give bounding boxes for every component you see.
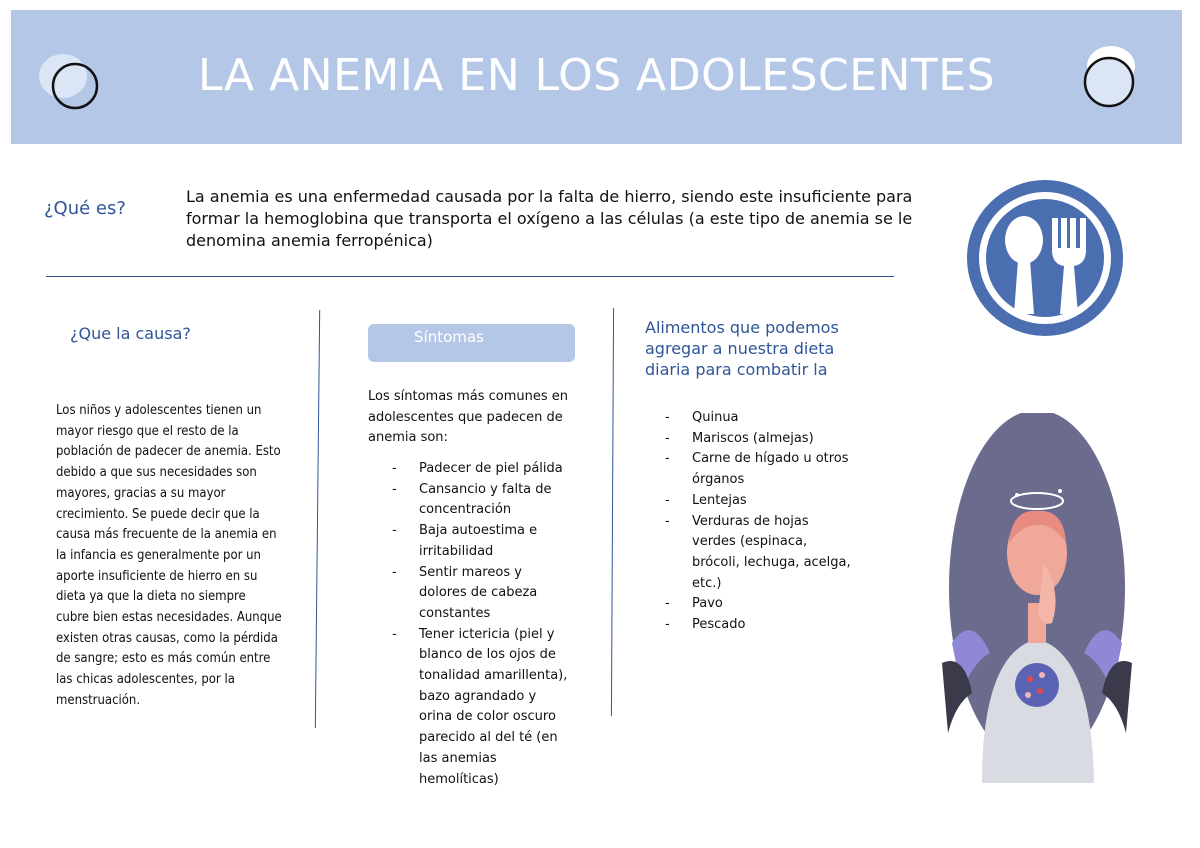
list-item: - Padecer de piel pálida [392, 459, 572, 480]
sintomas-heading-pill [368, 324, 575, 362]
list-item: - Baja autoestima e irritabilidad [392, 521, 572, 562]
causa-text: Los niños y adolescentes tienen un mayor riesgo que el resto de la población de padecer de anemia. Esto debido a que sus necesidades son mayores, gracias a su mayor crecimiento. Se puede decir que la causa más frecuente de la anemia en la infancia es generalmente por un aporte insuficiente de hierro en su dieta ya que la dieta no siempre cubre bien estas necesidades. Aunque existen otras causas, como la pérdida de sangre; esto es más común entre las chicas adolescentes, por la menstruación. [56, 403, 282, 708]
sintomas-intro: Los síntomas más comunes en adolescentes que padecen de anemia son: [368, 389, 569, 446]
list-item: - Quinua [665, 408, 855, 429]
dizzy-person-illustration [942, 413, 1132, 783]
list-item: - Sentir mareos y dolores de cabeza constantes [392, 563, 572, 625]
fork-spoon-icon [958, 178, 1148, 338]
list-item: - Pavo [665, 594, 855, 615]
list-item: - Mariscos (almejas) [665, 429, 855, 450]
column-divider [315, 310, 320, 728]
list-item: - Cansancio y falta de concentración [392, 480, 572, 521]
section-label-alimentos: Alimentos que podemos agregar a nuestra dieta diaria para combatir la [645, 318, 839, 379]
column-divider [611, 308, 614, 716]
sintomas-list [392, 459, 572, 790]
list-item: - Lentejas [665, 491, 855, 512]
list-item: - Verduras de hojas verdes (espinaca, brócoli, lechuga, acelga, etc.) [665, 512, 855, 595]
alimentos-list [665, 408, 855, 636]
header-banner [11, 10, 1182, 144]
list-item: - Pescado [665, 615, 855, 636]
section-label-sintomas: Síntomas [414, 328, 484, 346]
section-label-que-es: ¿Qué es? [44, 198, 126, 219]
list-item: - Tener ictericia (piel y blanco de los ojos de tonalidad amarillenta), bazo agrandado y orina de color oscuro parecido al del té (en las anemias hemolíticas) [392, 625, 572, 791]
list-item: - Carne de hígado u otros órganos [665, 449, 855, 490]
page-title: LA ANEMIA EN LOS ADOLESCENTES [197, 50, 996, 101]
divider [46, 276, 894, 277]
section-label-causa: ¿Que la causa? [70, 324, 191, 343]
definition-text: La anemia es una enfermedad causada por la falta de hierro, siendo este insuficiente para formar la hemoglobina que transporta el oxígeno a las células (a este tipo de anemia se le denomina anemia ferropénica) [186, 187, 913, 250]
